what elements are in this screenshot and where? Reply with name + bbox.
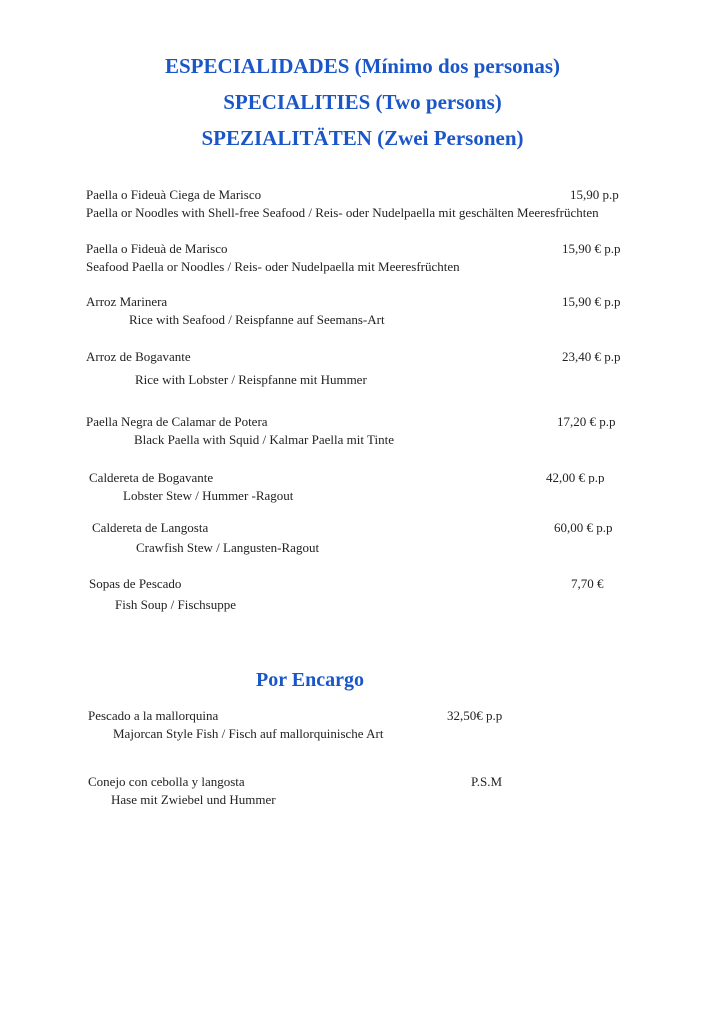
heading-spanish: ESPECIALIDADES (Mínimo dos personas) xyxy=(165,54,560,78)
dish-translation: Majorcan Style Fish / Fisch auf mallorquinische Art xyxy=(113,726,384,741)
dish-name: Caldereta de Langosta xyxy=(92,520,209,535)
dish-translation: Black Paella with Squid / Kalmar Paella mit Tinte xyxy=(134,432,394,447)
dish-name: Paella o Fideuà de Marisco xyxy=(86,241,228,256)
dish-price: P.S.M xyxy=(471,774,503,789)
dish-price: 15,90 € p.p xyxy=(562,294,621,309)
dish-translation: Rice with Lobster / Reispfanne mit Hummer xyxy=(135,372,367,387)
dish-price: 17,20 € p.p xyxy=(557,414,616,429)
dish-price: 23,40 € p.p xyxy=(562,349,621,364)
dish-translation: Crawfish Stew / Langusten-Ragout xyxy=(136,540,320,555)
dish-translation: Rice with Seafood / Reispfanne auf Seemans-Art xyxy=(129,312,385,327)
dish-name: Caldereta de Bogavante xyxy=(89,470,214,485)
dish-translation: Fish Soup / Fischsuppe xyxy=(115,597,236,612)
dish-name: Sopas de Pescado xyxy=(89,576,182,591)
dish-name: Arroz Marinera xyxy=(86,294,168,309)
heading-english: SPECIALITIES (Two persons) xyxy=(223,90,502,114)
dish-translation: Seafood Paella or Noodles / Reis- oder Nudelpaella mit Meeresfrüchten xyxy=(86,259,460,274)
dish-price: 42,00 € p.p xyxy=(546,471,605,484)
dish-name: Conejo con cebolla y langosta xyxy=(88,774,245,789)
dish-name: Arroz de Bogavante xyxy=(86,349,191,364)
dish-price: 60,00 € p.p xyxy=(554,520,613,535)
dish-name: Paella Negra de Calamar de Potera xyxy=(86,414,268,429)
dish-name: Pescado a la mallorquina xyxy=(88,708,219,723)
dish-price: 7,70 € xyxy=(571,576,604,591)
dish-price: 15,90 p.p xyxy=(570,187,619,202)
dish-translation: Paella or Noodles with Shell-free Seafood / Reis- oder Nudelpaella mit geschälten Meeresfrüchten xyxy=(86,205,599,220)
dish-price: 32,50€ p.p xyxy=(447,708,503,723)
por-encargo-heading: Por Encargo xyxy=(256,669,364,691)
dish-name: Paella o Fideuà Ciega de Marisco xyxy=(86,187,262,202)
dish-translation: Lobster Stew / Hummer -Ragout xyxy=(123,488,294,503)
dish-translation: Hase mit Zwiebel und Hummer xyxy=(111,792,276,807)
dish-price: 15,90 € p.p xyxy=(562,241,621,256)
heading-german: SPEZIALITÄTEN (Zwei Personen) xyxy=(201,126,524,150)
